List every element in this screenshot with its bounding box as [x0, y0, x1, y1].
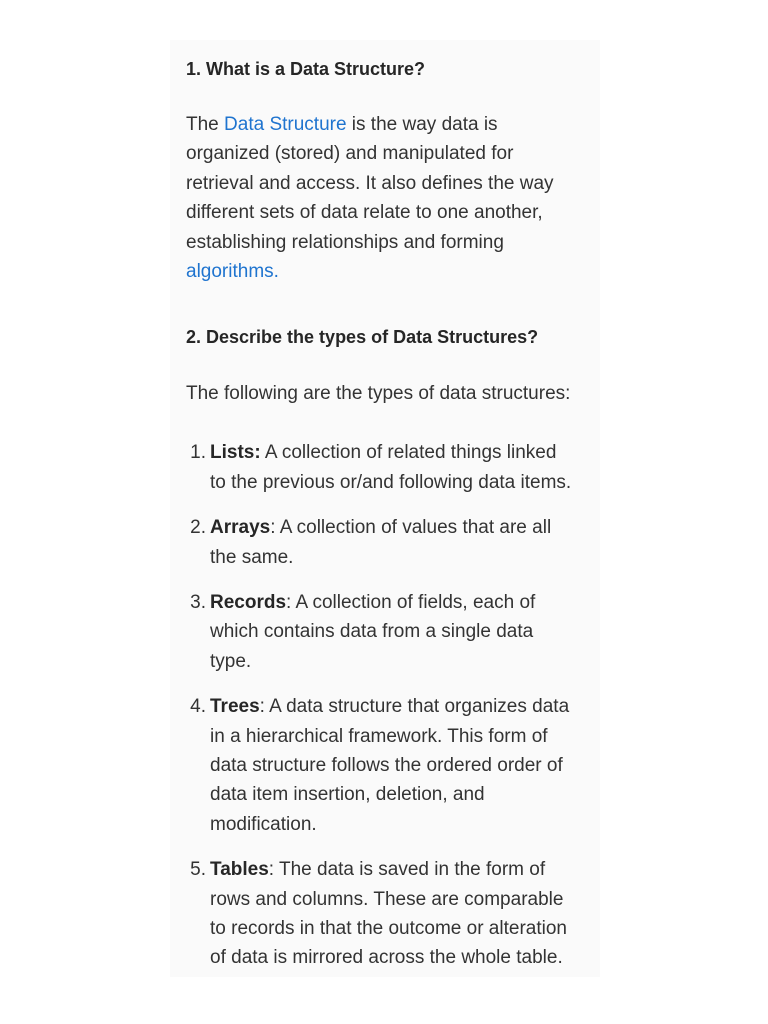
list-item-term: Records: [210, 591, 287, 613]
list-item-term: Lists:: [210, 442, 261, 464]
list-item-term: Trees: [210, 696, 260, 718]
article-content: [186, 55, 578, 973]
list-item-term: Tables: [210, 859, 269, 881]
list-item-number: 5.: [190, 859, 206, 881]
list-item-number: 2.: [190, 517, 206, 539]
list-item-description: A collection of related things linked to the previous or/and following data items.: [210, 442, 572, 493]
section-heading-types-of-data-structures: 2. Describe the types of Data Structures?: [186, 327, 539, 348]
list-item: [190, 588, 576, 676]
section-heading-what-is-data-structure: 1. What is a Data Structure?: [186, 59, 426, 79]
list-item-description: : A collection of fields, each of which contains data from a single data type.: [210, 591, 536, 672]
list-item-description: : The data is saved in the form of rows and columns. These are comparable to records in that the outcome or alteration of data is mirrored across the whole table.: [210, 859, 567, 969]
list-item-description: : A data structure that organizes data in a hierarchical framework. This form of data structure follows the ordered order of data item insertion, deletion, and modification.: [210, 696, 570, 835]
list-item-term: Arrays: [210, 517, 271, 539]
definition-text-start: The: [186, 114, 225, 135]
list-item: [190, 855, 576, 973]
data-structure-types-list: [186, 438, 576, 973]
algorithms-link[interactable]: algorithms.: [186, 261, 279, 283]
types-intro-paragraph: The following are the types of data structures:: [186, 383, 571, 405]
list-item: [190, 513, 576, 572]
list-item-number: 3.: [190, 591, 206, 613]
definition-paragraph: [186, 110, 578, 286]
list-item-number: 4.: [190, 696, 206, 718]
list-item: [190, 438, 576, 497]
data-structure-link[interactable]: Data Structure: [224, 114, 347, 135]
list-item: [190, 692, 576, 839]
definition-text-body: is the way data is organized (stored) and manipulated for retrieval and access. It also defines the way different sets of data relate to one another, establishing relationships and forming: [186, 114, 554, 253]
list-item-number: 1.: [190, 442, 206, 464]
list-item-description: : A collection of values that are all the same.: [210, 517, 552, 568]
